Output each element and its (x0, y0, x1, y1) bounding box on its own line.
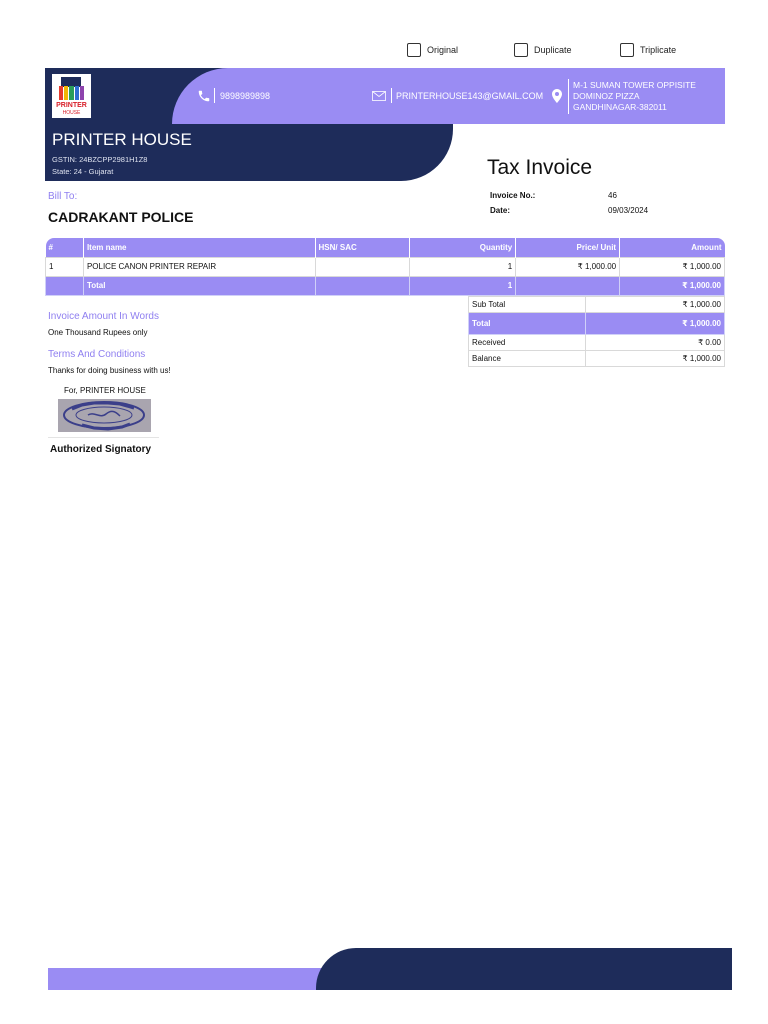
company-name: PRINTER HOUSE (52, 130, 192, 149)
original-checkbox[interactable] (407, 43, 421, 57)
row-number: 1 (46, 257, 84, 276)
total-empty-cell (46, 276, 84, 295)
company-address (573, 80, 696, 113)
footer-purple-band (48, 968, 348, 990)
total-price-empty (516, 276, 620, 295)
company-email: PRINTERHOUSE143@GMAIL.COM (396, 91, 544, 101)
phone-icon (197, 89, 211, 103)
subtotal-label: Sub Total (469, 297, 586, 313)
terms-text: Thanks for doing business with us! (48, 366, 171, 375)
summary-total-label: Total (469, 313, 586, 335)
total-hsn-empty (315, 276, 410, 295)
logo-color-bars (59, 86, 84, 100)
invoice-title: Tax Invoice (487, 156, 593, 179)
summary-row-total (469, 313, 725, 335)
copy-type-selector (0, 43, 768, 59)
row-hsn-sac (315, 257, 410, 276)
duplicate-label: Duplicate (534, 45, 572, 55)
mail-icon (372, 91, 386, 101)
summary-row-received (469, 335, 725, 351)
row-amount: ₹ 1,000.00 (620, 257, 725, 276)
logo-text: PRINTER (56, 102, 87, 109)
items-total-row (46, 276, 725, 295)
original-label: Original (427, 45, 459, 55)
address-line-3: GANDHINAGAR-382011 (573, 102, 667, 112)
triplicate-label: Triplicate (640, 45, 677, 55)
summary-total-value: ₹ 1,000.00 (586, 313, 725, 335)
company-stamp-image (58, 399, 151, 432)
copy-triplicate[interactable] (620, 43, 676, 57)
company-phone: 9898989898 (220, 91, 271, 101)
header-hsn-sac: HSN/ SAC (315, 238, 410, 257)
balance-value: ₹ 1,000.00 (586, 351, 725, 367)
duplicate-checkbox[interactable] (514, 43, 528, 57)
row-price-unit: ₹ 1,000.00 (516, 257, 620, 276)
header-amount: Amount (620, 238, 725, 257)
total-amount: ₹ 1,000.00 (620, 276, 725, 295)
address-line-2: DOMINOZ PIZZA (573, 91, 640, 101)
header-quantity: Quantity (410, 238, 516, 257)
for-company-text: For, PRINTER HOUSE (64, 386, 146, 395)
company-gstin: GSTIN: 24BZCPP2981H1Z8 (52, 155, 148, 164)
items-header-row (46, 238, 725, 257)
address-divider (568, 79, 569, 114)
received-label: Received (469, 335, 586, 351)
phone-divider (214, 88, 215, 103)
subtotal-value: ₹ 1,000.00 (586, 297, 725, 313)
items-table (45, 238, 725, 296)
summary-row-balance (469, 351, 725, 367)
company-logo (52, 74, 91, 118)
address-line-1: M-1 SUMAN TOWER OPPISITE (573, 80, 696, 90)
header-price-unit: Price/ Unit (516, 238, 620, 257)
company-state: State: 24 - Gujarat (52, 167, 114, 176)
amount-in-words-title: Invoice Amount In Words (48, 311, 159, 322)
total-label: Total (83, 276, 315, 295)
total-quantity: 1 (410, 276, 516, 295)
customer-name: CADRAKANT POLICE (48, 209, 194, 225)
row-item-name: POLICE CANON PRINTER REPAIR (83, 257, 315, 276)
footer-navy-band (316, 948, 732, 990)
signature-line (48, 437, 159, 438)
triplicate-checkbox[interactable] (620, 43, 634, 57)
table-row (46, 257, 725, 276)
header-number: # (46, 238, 84, 257)
summary-table (468, 296, 725, 367)
location-pin-icon (552, 89, 562, 103)
amount-in-words: One Thousand Rupees only (48, 328, 148, 337)
copy-duplicate[interactable] (514, 43, 572, 57)
received-value: ₹ 0.00 (586, 335, 725, 351)
logo-subtext: HOUSE (62, 110, 81, 116)
invoice-number: 46 (608, 191, 617, 200)
email-divider (391, 88, 392, 103)
balance-label: Balance (469, 351, 586, 367)
authorized-signatory-label: Authorized Signatory (50, 444, 152, 455)
bill-to-label: Bill To: (48, 191, 78, 202)
invoice-number-label: Invoice No.: (490, 191, 536, 200)
copy-original[interactable] (407, 43, 458, 57)
invoice-date-label: Date: (490, 206, 511, 215)
invoice-date: 09/03/2024 (608, 206, 649, 215)
summary-row-subtotal (469, 297, 725, 313)
terms-title: Terms And Conditions (48, 349, 146, 360)
row-quantity: 1 (410, 257, 516, 276)
header-item-name: Item name (83, 238, 315, 257)
